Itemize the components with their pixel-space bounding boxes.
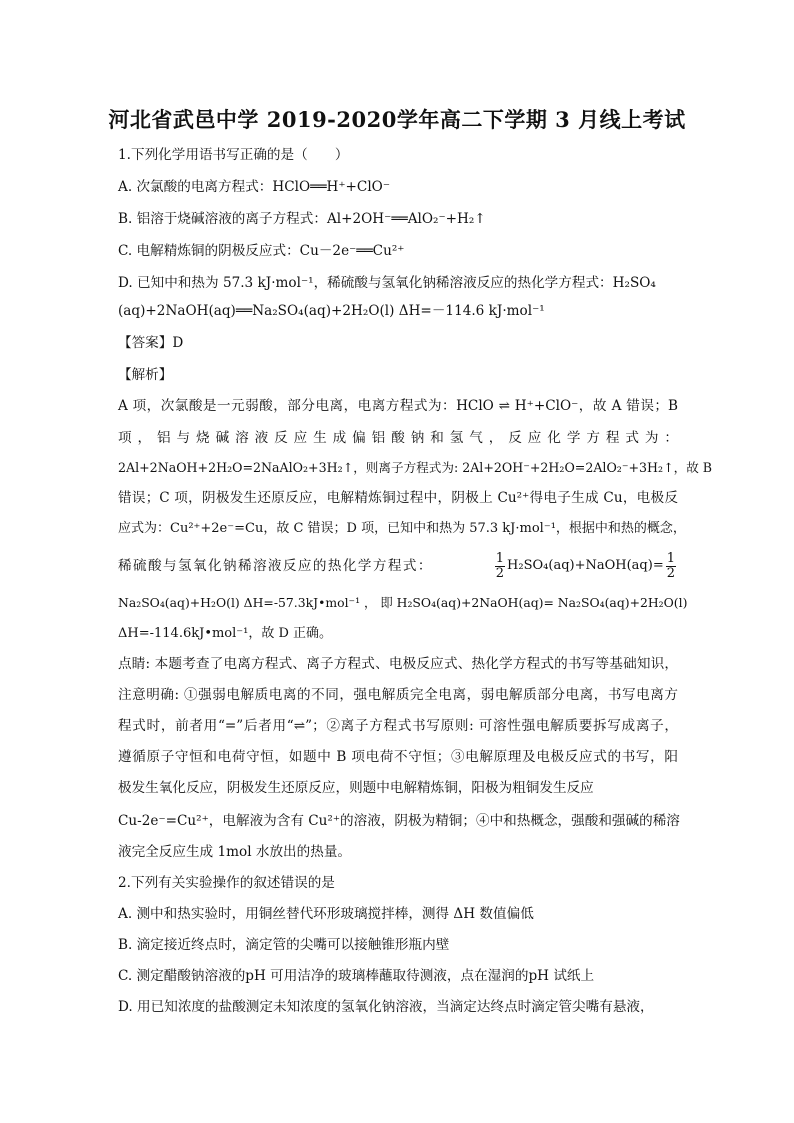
answer-label: 【答案】D <box>118 335 184 351</box>
question-2-stem: 2.下列有关实验操作的叙述错误的是 <box>118 875 335 891</box>
analysis-line-2: 项，铝与烧碱溶液反应生成偏铝酸钠和氢气，反应化学方程式为： <box>118 430 678 446</box>
note-line-1: 点睛: 本题考查了电离方程式、离子方程式、电极反应式、热化学方程式的书写等基础知识， <box>118 656 678 672</box>
analysis-label: 【解析】 <box>118 367 173 383</box>
fraction-2-denominator: 2 <box>666 565 675 581</box>
question-1-option-b: B. 铝溶于烧碱溶液的离子方程式：Al+2OH⁻══AlO₂⁻+H₂↑ <box>118 211 486 227</box>
analysis-line-5: 应式为：Cu²⁺+2e⁻=Cu，故 C 错误；D 项，已知中和热为 57.3 kJ·mol⁻¹，根据中和热的概念， <box>118 521 686 536</box>
question-1-option-d: D. 已知中和热为 57.3 kJ·mol⁻¹，稀硫酸与氢氧化钠稀溶液反应的热化学方程式：H₂SO₄ <box>118 275 656 291</box>
analysis-line-8: ΔH=-114.6kJ•mol⁻¹，故 D 正确。 <box>118 626 333 641</box>
analysis-line-1: A 项，次氯酸是一元弱酸，部分电离，电离方程式为：HClO ⇌ H⁺+ClO⁻，故 A 错误；B <box>118 398 678 414</box>
fraction-equation-text: H₂SO₄(aq)+NaOH(aq)= <box>507 558 664 573</box>
page-title: 河北省武邑中学 2019-2020学年高二下学期 3 月线上考试 <box>108 107 686 132</box>
note-line-7: 液完全反应生成 1mol 水放出的热量。 <box>118 844 352 860</box>
question-1-option-d-cont: (aq)+2NaOH(aq)══Na₂SO₄(aq)+2H₂O(l) ΔH=－114.6 kJ·mol⁻¹ <box>118 303 545 319</box>
analysis-line-6-text: 稀硫酸与氢氧化钠稀溶液反应的热化学方程式： <box>118 558 433 574</box>
analysis-line-3: 2Al+2NaOH+2H₂O=2NaAlO₂+3H₂↑，则离子方程式为: 2Al+2OH⁻+2H₂O=2AlO₂⁻+3H₂↑，故 B <box>118 460 713 475</box>
question-2-option-d: D. 用已知浓度的盐酸测定未知浓度的氢氧化钠溶液，当滴定达终点时滴定管尖嘴有悬液， <box>118 999 654 1015</box>
fraction-half-2 <box>666 552 676 581</box>
question-2-option-c: C. 测定醋酸钠溶液的pH 可用洁净的玻璃棒蘸取待测液，点在湿润的pH 试纸上 <box>118 968 595 984</box>
analysis-line-7: Na₂SO₄(aq)+H₂O(l) ΔH=-57.3kJ•mol⁻¹ ， 即 H₂SO₄(aq)+2NaOH(aq)= Na₂SO₄(aq)+2H₂O(l) <box>118 595 688 610</box>
fraction-equation <box>493 552 678 581</box>
analysis-line-4: 错误；C 项，阴极发生还原反应，电解精炼铜过程中，阴极上 Cu²⁺得电子生成 Cu，电极反 <box>118 490 678 506</box>
fraction-1-denominator: 2 <box>495 565 505 581</box>
question-1-option-c: C. 电解精炼铜的阴极反应式：Cu－2e⁻══Cu²⁺ <box>118 243 405 259</box>
fraction-1-numerator: 1 <box>495 550 505 566</box>
question-1-stem: 1.下列化学用语书写正确的是（ ） <box>118 147 349 163</box>
note-line-4: 遵循原子守恒和电荷守恒，如题中 B 项电荷不守恒；③电解原理及电极反应式的书写，阳 <box>118 749 678 765</box>
note-line-3: 程式时，前者用“=”后者用“⇌”；②离子方程式书写原则: 可溶性强电解质要拆写成离子， <box>118 718 678 734</box>
fraction-half-1 <box>495 552 505 581</box>
question-2-option-a: A. 测中和热实验时，用铜丝替代环形玻璃搅拌棒，测得 ΔH 数值偏低 <box>118 906 534 922</box>
note-line-5: 极发生氧化反应，阴极发生还原反应，则题中电解精炼铜，阳极为粗铜发生反应 <box>118 780 594 796</box>
fraction-2-numerator: 1 <box>666 550 675 566</box>
question-1-option-a: A. 次氯酸的电离方程式：HClO══H⁺+ClO⁻ <box>118 179 391 195</box>
note-line-6: Cu-2e⁻=Cu²⁺，电解液为含有 Cu²⁺的溶液，阴极为精铜；④中和热概念，强酸和强碱的稀溶 <box>118 813 680 829</box>
analysis-line-6 <box>118 546 678 586</box>
note-line-2: 注意明确: ①强弱电解质电离的不同，强电解质完全电离，弱电解质部分电离，书写电离方 <box>118 687 678 703</box>
question-2-option-b: B. 滴定接近终点时，滴定管的尖嘴可以接触锥形瓶内壁 <box>118 937 450 953</box>
